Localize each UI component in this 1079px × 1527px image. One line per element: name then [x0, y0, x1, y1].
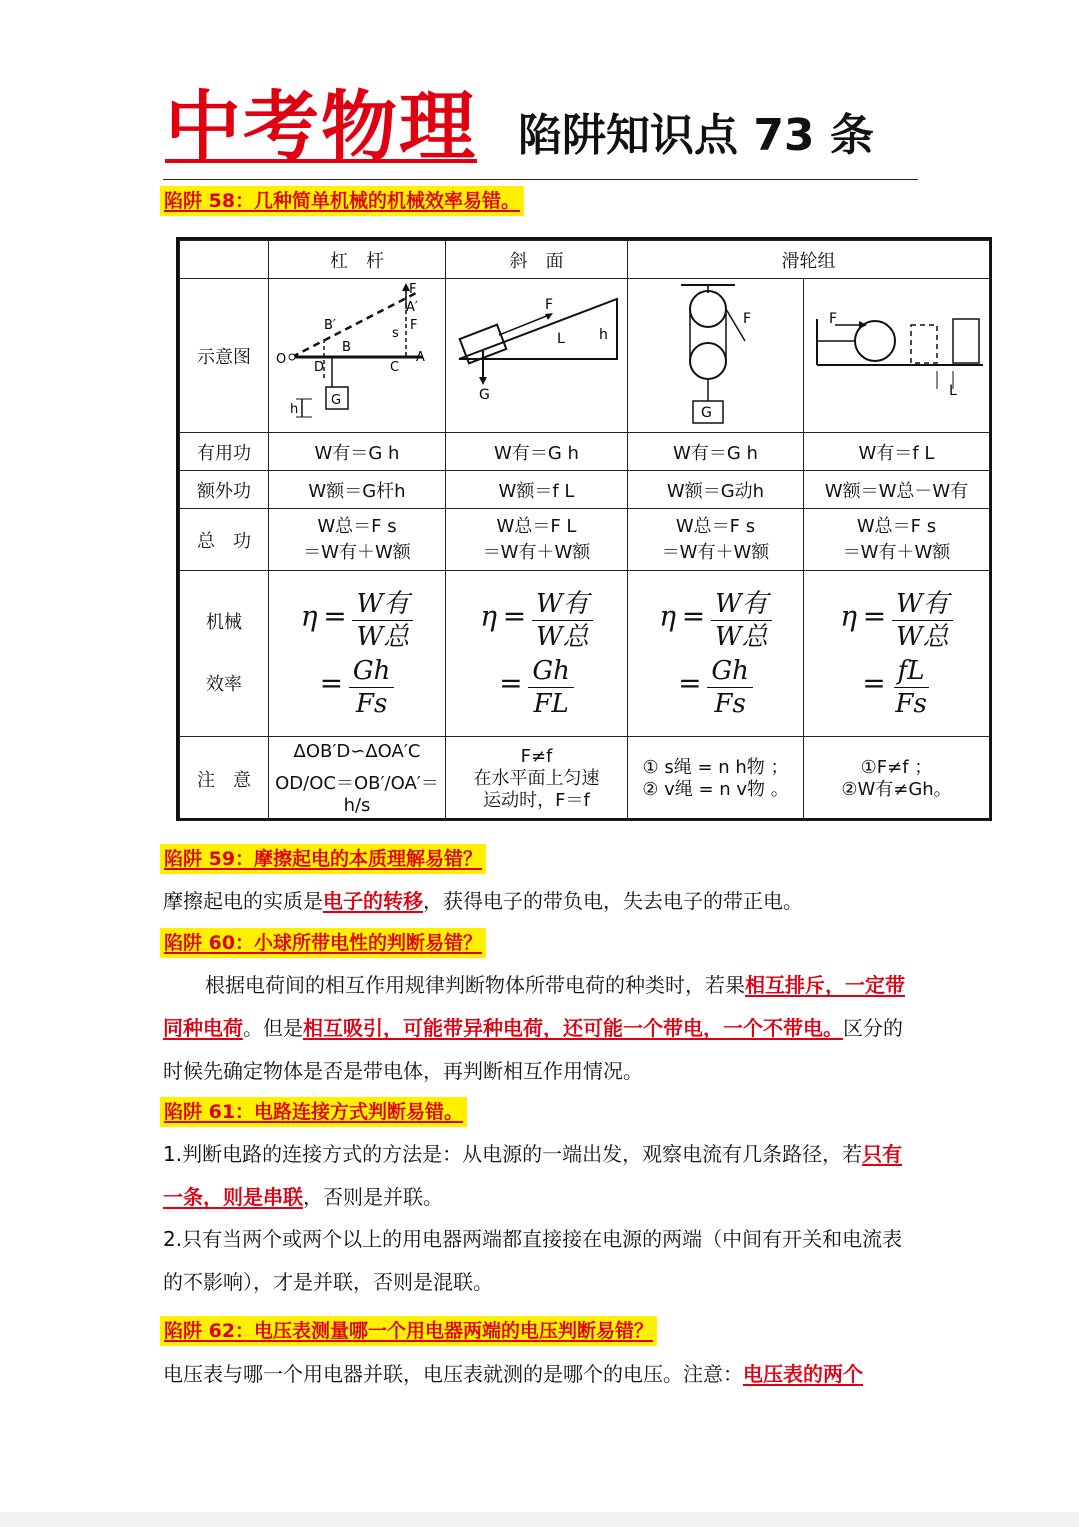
eff-pulley-num: W有	[711, 588, 772, 621]
lever-label-A: A	[416, 350, 425, 365]
horiz-label-F: F	[828, 311, 837, 327]
incline-label-L: L	[557, 331, 565, 347]
pulley-label-G: G	[700, 405, 712, 421]
note-incline-b: 在水平面上匀速	[473, 767, 600, 789]
total-lever-b: ＝W有＋W额	[303, 541, 411, 563]
lever-diagram-svg	[272, 279, 442, 427]
pulley-diagram-svg	[631, 279, 801, 427]
incline-label-G: G	[479, 387, 490, 403]
total-horizontal	[804, 509, 990, 571]
s60-text-b: 。但是	[243, 1016, 303, 1040]
extra-horizontal: W额＝W总－W有	[804, 471, 990, 509]
useful-pulley: W有＝G h	[628, 433, 804, 471]
eff-pulley-den2: Fs	[714, 688, 746, 719]
eff-lever: η = $\frac{\text{W有}}{\text{W总}}$ = $\frac{Gh}{Fs}$	[269, 571, 446, 737]
eff-pulley-num2: Gh	[707, 655, 753, 688]
section-61-paragraph-1	[163, 1133, 918, 1219]
page-footer-strip	[0, 1512, 1079, 1527]
eff-incline-den2: FL	[533, 688, 569, 719]
lever-label-F-top: F	[409, 282, 417, 297]
incline-diagram-svg	[449, 279, 624, 427]
s59-text-red: 电子的转移	[323, 889, 423, 913]
pulley-label-F: F	[742, 311, 751, 327]
note-horizontal-b: ②W有≠Gh。	[841, 778, 952, 800]
eff-horizontal-num: W有	[892, 588, 953, 621]
note-pulley	[628, 737, 804, 821]
row-label-total: 总 功	[180, 509, 269, 571]
note-incline	[446, 737, 628, 821]
total-pulley-b: ＝W有＋W额	[661, 541, 770, 563]
lever-label-B-prime: B′	[324, 318, 336, 333]
note-incline-a: F≠f	[520, 745, 553, 767]
eff-pulley-den: W总	[714, 621, 768, 652]
section-61-paragraph-2: 2.只有当两个或两个以上的用电器两端都直接接在电源的两端（中间有开关和电流表的不影响），才是并联，否则是混联。	[163, 1227, 903, 1294]
s60-text-red2: 相互吸引，可能带异种电荷，还可能一个带电，一个不带电。	[303, 1016, 843, 1040]
section-heading-61: 陷阱 61：电路连接方式判断易错。	[160, 1097, 467, 1127]
eta-symbol: η	[659, 599, 677, 632]
note-lever	[269, 737, 446, 821]
machine-efficiency-table	[176, 237, 992, 821]
total-lever	[269, 509, 446, 571]
row-label-extra: 额外功	[180, 471, 269, 509]
eta-symbol: η	[300, 599, 318, 632]
horiz-label-L: L	[948, 383, 957, 399]
s59-text-b: ，获得电子的带负电，失去电子的带正电。	[423, 889, 803, 913]
total-lever-a: W总＝F s	[317, 515, 397, 537]
page-subtitle: 陷阱知识点 73 条	[518, 110, 874, 161]
eta-symbol: η	[480, 599, 498, 632]
section-heading-58: 陷阱 58：几种简单机械的机械效率易错。	[160, 186, 524, 216]
s61-text-a: 1.判断电路的连接方式的方法是：从电源的一端出发，观察电流有几条路径，若	[163, 1142, 863, 1166]
eff-lever-den2: Fs	[355, 688, 388, 719]
lever-label-G: G	[331, 393, 342, 408]
section-heading-59: 陷阱 59：摩擦起电的本质理解易错？	[160, 844, 486, 874]
eta-symbol: η	[840, 599, 858, 632]
page-title: 中考物理	[165, 82, 477, 171]
useful-incline: W有＝G h	[446, 433, 628, 471]
extra-lever: W额＝G杆h	[269, 471, 446, 509]
total-incline	[446, 509, 628, 571]
lever-label-A-prime: A′	[406, 300, 418, 315]
total-incline-b: ＝W有＋W额	[482, 541, 591, 563]
horizontal-pulley-diagram	[804, 279, 990, 433]
row-label-efficiency	[180, 571, 269, 737]
eff-horizontal: η = $\frac{\text{W有}}{\text{W总}}$ = $\frac{fL}{Fs}$	[804, 571, 990, 737]
eff-lever-num: W有	[352, 588, 413, 621]
col-header-pulley: 滑轮组	[628, 241, 990, 279]
incline-label-h: h	[599, 327, 608, 343]
s62-text-a: 电压表与哪一个用电器并联，电压表就测的是哪个的电压。注意：	[163, 1362, 743, 1386]
eff-incline-num: W有	[532, 588, 593, 621]
useful-lever: W有＝G h	[269, 433, 446, 471]
eff-horizontal-den: W总	[895, 621, 949, 652]
s61-text-b: ，否则是并联。	[303, 1185, 443, 1209]
s60-text-c: 区分的时候先确定物体是否是带电体，再判断相互作用情况。	[163, 1016, 903, 1083]
incline-diagram	[446, 279, 628, 433]
s61-text-red: 只有一条，则是串联	[163, 1142, 903, 1209]
note-horizontal	[804, 737, 990, 821]
col-header-lever: 杠 杆	[269, 241, 446, 279]
section-62-paragraph	[163, 1353, 923, 1396]
table-corner	[180, 241, 269, 279]
total-incline-a: W总＝F L	[496, 515, 577, 537]
row-label-diagram: 示意图	[180, 279, 269, 433]
note-lever-a: ΔOB′D∽ΔOA′C	[293, 740, 421, 762]
note-lever-b: OD/OC＝OB′/OA′＝h/s	[275, 772, 439, 816]
lever-label-O: O	[276, 352, 287, 367]
eff-incline-num2: Gh	[528, 655, 574, 688]
total-horizontal-a: W总＝F s	[856, 515, 937, 537]
lever-label-s: s	[392, 326, 399, 341]
row-label-useful: 有用功	[180, 433, 269, 471]
lever-label-C: C	[390, 360, 400, 375]
lever-diagram	[269, 279, 446, 433]
eff-lever-den: W总	[356, 621, 410, 652]
s59-text-a: 摩擦起电的实质是	[163, 889, 323, 913]
section-heading-60: 陷阱 60：小球所带电性的判断易错？	[160, 928, 486, 958]
eff-horizontal-den2: Fs	[895, 688, 927, 719]
row-label-note: 注 意	[180, 737, 269, 821]
eff-lever-num2: Gh	[349, 655, 395, 688]
lever-label-B: B	[342, 340, 351, 355]
eff-incline: η = $\frac{\text{W有}}{\text{W总}}$ = $\frac{Gh}{FL}$	[446, 571, 628, 737]
pulley-diagram	[628, 279, 804, 433]
lever-label-D: D	[314, 360, 325, 375]
useful-horizontal: W有＝f L	[804, 433, 990, 471]
note-incline-c: 运动时，F＝f	[483, 789, 590, 811]
total-pulley	[628, 509, 804, 571]
s62-text-red: 电压表的两个	[743, 1362, 863, 1386]
eff-horizontal-num2: fL	[894, 655, 929, 688]
row-label-eff2: 效率	[206, 673, 242, 695]
lever-label-h: h	[290, 402, 299, 417]
page-header	[163, 84, 918, 180]
section-59-paragraph	[163, 880, 923, 923]
s60-text-red1: 相互排斥，一定带同种电荷	[163, 973, 905, 1040]
section-60-paragraph	[163, 964, 918, 1093]
s60-text-a: 根据电荷间的相互作用规律判断物体所带电荷的种类时，若果	[205, 973, 745, 997]
eff-incline-den: W总	[535, 621, 589, 652]
col-header-incline: 斜 面	[446, 241, 628, 279]
extra-incline: W额＝f L	[446, 471, 628, 509]
extra-pulley: W额＝G动h	[628, 471, 804, 509]
eff-pulley: η = $\frac{\text{W有}}{\text{W总}}$ = $\frac{Gh}{Fs}$	[628, 571, 804, 737]
note-pulley-b: ② v绳 = n v物 。	[642, 778, 789, 800]
section-heading-62: 陷阱 62：电压表测量哪一个用电器两端的电压判断易错？	[160, 1316, 657, 1346]
total-horizontal-b: ＝W有＋W额	[842, 541, 951, 563]
note-pulley-a: ① s绳 = n h物 ；	[642, 756, 789, 778]
note-horizontal-a: ①F≠f ；	[860, 756, 933, 778]
lever-label-F: F	[410, 318, 418, 333]
incline-label-F: F	[545, 297, 554, 313]
horizontal-pulley-diagram-svg	[807, 279, 987, 427]
row-label-eff1: 机械	[206, 611, 242, 633]
total-pulley-a: W总＝F s	[675, 515, 756, 537]
